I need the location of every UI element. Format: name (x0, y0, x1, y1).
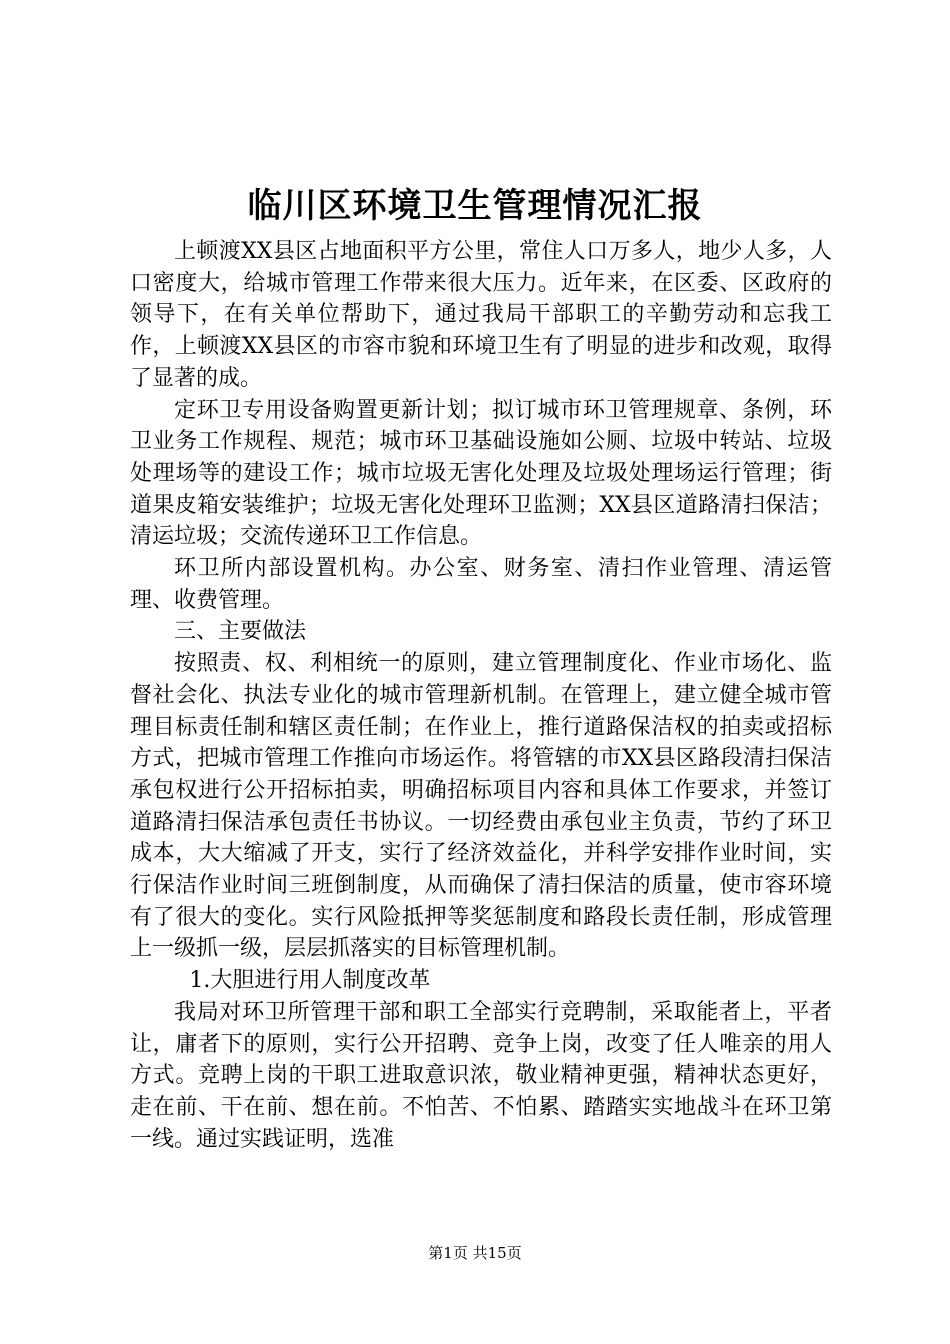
paragraph-intro: 上顿渡XX县区占地面积平方公里，常住人口万多人，地少人多，人口密度大，给城市管理工作带来很大压力。近年来，在区委、区政府的领导下，在有关单位帮助下，通过我局干部职工的辛勤劳动和忘我工作，上顿渡XX县区的市容市貌和环境卫生有了明显的进步和改观，取得了显著的成。 (130, 239, 832, 391)
subheading-personnel-reform: 1.大胆进行用人制度改革 (189, 968, 431, 994)
paragraph-practices: 按照责、权、利相统一的原则，建立管理制度化、作业市场化、监督社会化、执法专业化的城市管理新机制。在管理上，建立健全城市管理目标责任制和辖区责任制；在作业上，推行道路保洁权的拍卖或招标方式，把城市管理工作推向市场运作。将管辖的市XX县区路段清扫保洁承包权进行公开招标拍卖，明确招标项目内容和具体工作要求，并签订道路清扫保洁承包责任书协议。一切经费由承包业主负责，节约了环卫成本，大大缩减了开支，实行了经济效益化，并科学安排作业时间，实行保洁作业时间三班倒制度，从而确保了清扫保洁的质量，使市容环境有了很大的变化。实行风险抵押等奖惩制度和路段长责任制，形成管理上一级抓一级，层层抓落实的目标管理机制。 (130, 651, 832, 962)
document-body (130, 236, 832, 1155)
document-title: 临川区环境卫生管理情况汇报 (247, 186, 703, 226)
paragraph-personnel: 我局对环卫所管理干部和职工全部实行竞聘制，采取能者上，平者让，庸者下的原则，实行公开招聘、竞争上岗，改变了任人唯亲的用人方式。竞聘上岗的干职工进取意识浓，敬业精神更强，精神状态更好，走在前、干在前、想在前。不怕苦、不怕累、踏踏实实地战斗在环卫第一线。通过实践证明，选准 (130, 999, 832, 1152)
paragraph-duties: 定环卫专用设备购置更新计划；拟订城市环卫管理规章、条例，环卫业务工作规程、规范；城市环卫基础设施如公厕、垃圾中转站、垃圾处理场等的建设工作；城市垃圾无害化处理及垃圾处理场运行管理；街道果皮箱安装维护；垃圾无害化处理环卫监测；XX县区道路清扫保洁；清运垃圾；交流传递环卫工作信息。 (130, 397, 832, 550)
page-footer: 第1页 共15页 (428, 1244, 522, 1262)
paragraph-departments: 环卫所内部设置机构。办公室、财务室、清扫作业管理、清运管理、收费管理。 (130, 556, 832, 613)
section-heading-main-practices: 三、主要做法 (174, 619, 307, 645)
